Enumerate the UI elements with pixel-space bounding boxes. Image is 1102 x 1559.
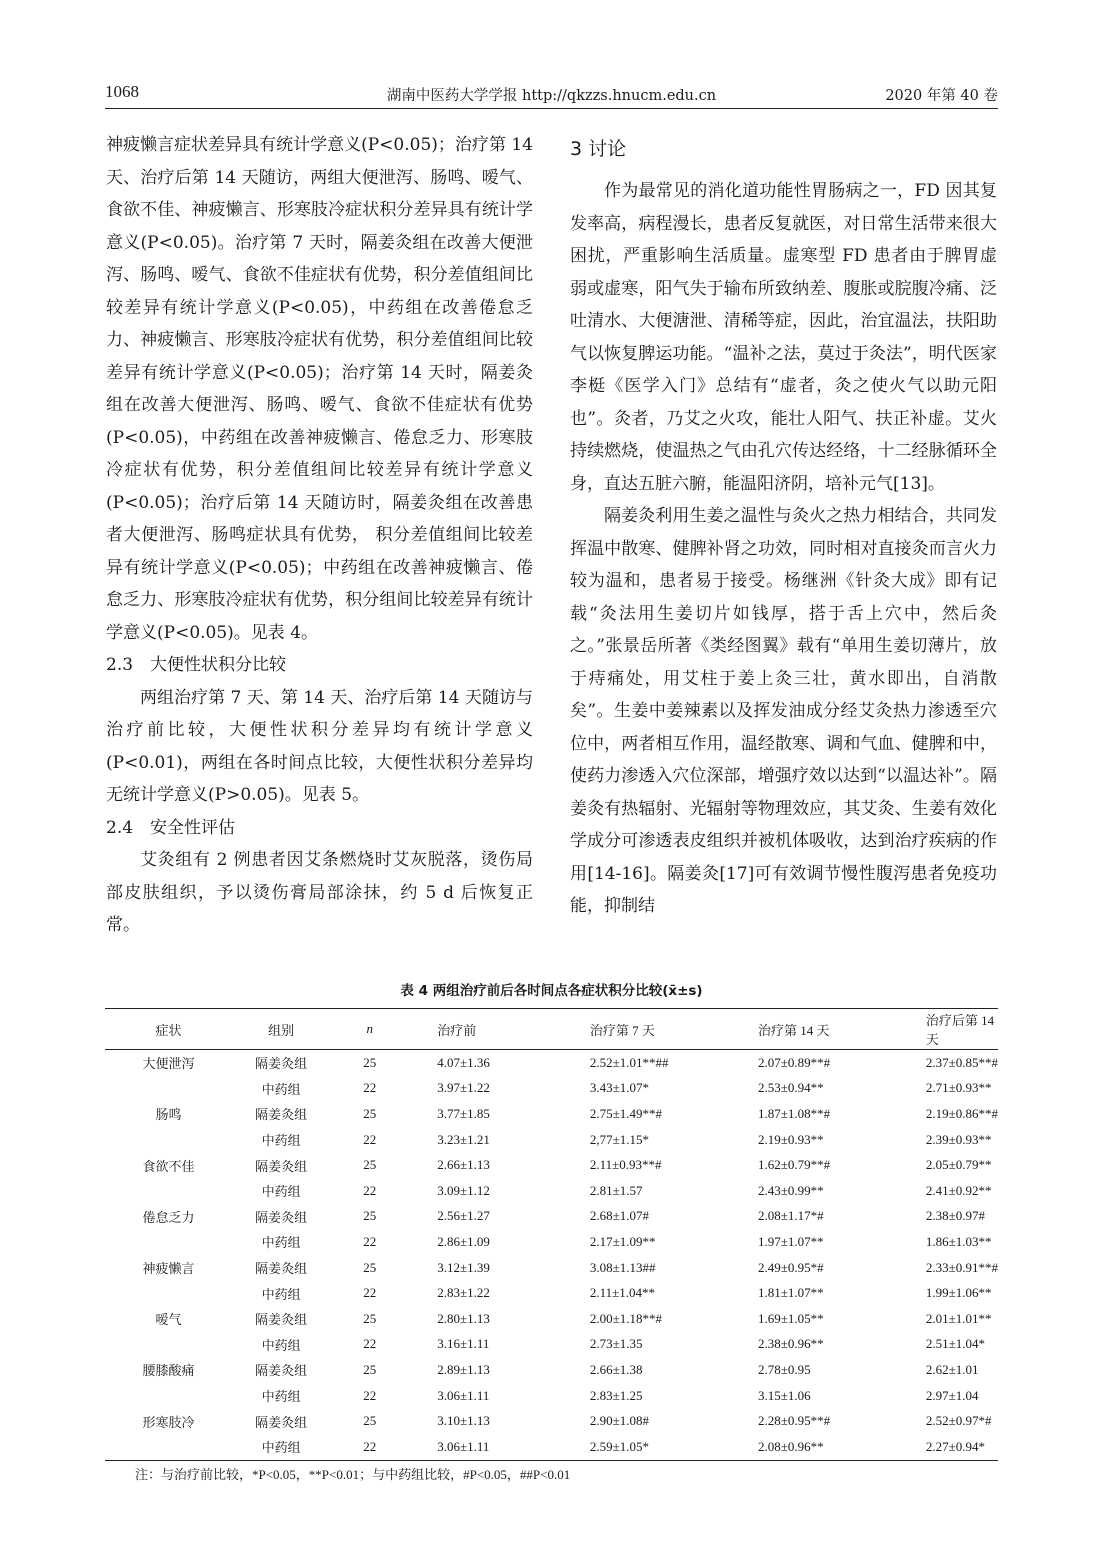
table-cell: 25 [363, 1361, 377, 1377]
table-cell: 2.97±1.04 [925, 1387, 979, 1403]
table-cell: 3.12±1.39 [437, 1259, 490, 1275]
table-cell: 22 [363, 1131, 377, 1147]
table-cell: 25 [363, 1208, 377, 1224]
table-row [105, 1357, 998, 1383]
table-row [105, 1178, 998, 1204]
table-cell: 22 [363, 1233, 377, 1249]
table-cell: 腰膝酸痛 [142, 1363, 195, 1379]
table-cell: 3.43±1.07* [589, 1080, 650, 1096]
table-cell: 2.27±0.94* [901, 1434, 998, 1460]
table-cell: 1.81±1.07** [757, 1285, 824, 1301]
table-cell: 3.08±1.13## [589, 1259, 656, 1275]
table-cell: 2.37±0.85**# [925, 1054, 998, 1070]
table-cell: 中药组 [261, 1184, 301, 1200]
table-cell [105, 1127, 232, 1153]
table-cell: 3.09±1.12 [437, 1182, 490, 1198]
table-cell: 2.38±0.96** [757, 1336, 824, 1352]
table-cell: 隔姜灸组 [255, 1414, 308, 1430]
table-cell: 中药组 [261, 1286, 301, 1302]
table-cell: 2.66±1.13 [437, 1157, 490, 1173]
table-cell: 25 [363, 1310, 377, 1326]
table-cell: 中药组 [261, 1081, 301, 1097]
journal-title: 湖南中医药大学学报 http://qkzzs.hnucm.edu.cn [386, 88, 717, 104]
table-cell: 2.75±1.49**# [589, 1105, 663, 1121]
table-cell: 25 [363, 1105, 377, 1121]
table-cell: 隔姜灸组 [255, 1312, 308, 1328]
table-cell: 2.52±1.01**## [589, 1054, 669, 1070]
table-row [105, 1332, 998, 1358]
table-cell: 2.19±0.93** [757, 1131, 824, 1147]
table-cell: 嗳气 [155, 1312, 182, 1328]
table-cell: 2.62±1.01 [925, 1361, 979, 1377]
table-cell: 22 [363, 1336, 377, 1352]
table-cell: 隔姜灸组 [255, 1209, 308, 1225]
table-cell: 肠鸣 [155, 1107, 182, 1123]
table-cell: 1.69±1.05** [757, 1310, 824, 1326]
table-4 [105, 980, 998, 1461]
section-2-3-title: 2.3 大便性状积分比较 [106, 655, 287, 675]
table-cell: 2.43±0.99** [757, 1182, 824, 1198]
table-cell: 3.97±1.22 [437, 1080, 490, 1096]
table-cell: 隔姜灸组 [255, 1056, 308, 1072]
table-cell: 3.77±1.85 [437, 1105, 490, 1121]
volume-info: 2020 年第 40 卷 [885, 88, 998, 104]
table-cell: 25 [363, 1157, 377, 1173]
table-cell: 1.86±1.03** [925, 1233, 992, 1249]
table-cell: 隔姜灸组 [255, 1363, 308, 1379]
table-cell: 4.07±1.36 [437, 1054, 490, 1070]
table-cell: 倦怠乏力 [142, 1209, 195, 1225]
table-row [105, 1050, 998, 1076]
table-cell: 2.71±0.93** [925, 1080, 992, 1096]
table-cell: 隔姜灸组 [255, 1261, 308, 1277]
table-cell: 2.49±0.95*# [757, 1259, 824, 1275]
table-cell: 2.28±0.95**# [757, 1413, 831, 1429]
table-cell: 25 [363, 1259, 377, 1275]
table-cell [105, 1178, 232, 1204]
header-cell: 治疗第 7 天 [565, 1009, 733, 1050]
table-cell [105, 1229, 232, 1255]
header-cell: 症状 [105, 1009, 232, 1050]
table-cell: 1.97±1.07** [757, 1233, 824, 1249]
table-row [105, 1204, 998, 1230]
table-row [105, 1306, 998, 1332]
table-cell: 2.05±0.79** [925, 1157, 992, 1173]
table-cell: 2.83±1.22 [437, 1285, 490, 1301]
table-cell: 22 [363, 1285, 377, 1301]
table-cell: 22 [330, 1434, 409, 1460]
table-cell: 22 [363, 1080, 377, 1096]
table-cell: 2.41±0.92** [925, 1182, 992, 1198]
table-cell: 3.15±1.06 [757, 1387, 811, 1403]
table-cell: 3.10±1.13 [437, 1413, 490, 1429]
table-cell: 25 [363, 1054, 377, 1070]
section-2-4-text: 艾灸组有 2 例患者因艾条燃烧时艾灰脱落，烫伤局部皮肤组织，予以烫伤膏局部涂抹，约 5 d 后恢复正常。 [106, 850, 533, 935]
table-cell [105, 1332, 232, 1358]
header-cell: 组别 [232, 1009, 330, 1050]
header-cell: 治疗后第 14 天 [901, 1009, 998, 1050]
table-cell: 2.01±1.01** [925, 1310, 992, 1326]
table-cell: 2,77±1.15* [589, 1131, 650, 1147]
section-3-title: 3 讨论 [570, 138, 627, 160]
table-cell [105, 1383, 232, 1409]
table-cell: 2.52±0.97*# [925, 1413, 992, 1429]
table-cell: 22 [363, 1182, 377, 1198]
table-row [105, 1152, 998, 1178]
table-cell: 2.59±1.05* [565, 1434, 733, 1460]
table-row [105, 1101, 998, 1127]
table-cell: 25 [363, 1413, 377, 1429]
header-cell: 治疗前 [409, 1009, 565, 1050]
table-cell: 2.17±1.09** [589, 1233, 656, 1249]
table-cell: 3.23±1.21 [437, 1131, 490, 1147]
table-row [105, 1408, 998, 1434]
table-cell: 2.90±1.08# [589, 1413, 650, 1429]
table-caption: 表 4 两组治疗前后各时间点各症状积分比较(x̄±s) [400, 983, 703, 999]
table-cell: 2.39±0.93** [925, 1131, 992, 1147]
header-cell: 治疗第 14 天 [733, 1009, 901, 1050]
page-header [105, 82, 998, 109]
table-row [105, 1076, 998, 1102]
header-cell: n [330, 1009, 409, 1050]
table-cell: 1.99±1.06** [925, 1285, 992, 1301]
table-cell: 隔姜灸组 [255, 1107, 308, 1123]
table-cell: 2.08±1.17*# [757, 1208, 824, 1224]
section-2-3-text: 两组治疗第 7 天、第 14 天、治疗后第 14 天随访与治疗前比较，大便性状积分差异均有统计学意义(P<0.01)，两组在各时间点比较，大便性状积分差异均无统计学意义(P>0.05)。见表 5。 [106, 687, 533, 805]
table-row [105, 1383, 998, 1409]
table-header-row [105, 1009, 998, 1050]
table-cell: 2.80±1.13 [437, 1310, 490, 1326]
table-cell: 2.19±0.86**# [925, 1105, 998, 1121]
left-column [106, 129, 533, 942]
table-cell: 22 [363, 1387, 377, 1403]
page-number: 1068 [105, 82, 139, 101]
table-row [105, 1434, 998, 1460]
table-cell: 2.11±0.93**# [589, 1157, 662, 1173]
table-cell: 3.06±1.11 [437, 1387, 490, 1403]
table-cell: 1.62±0.79**# [757, 1157, 831, 1173]
table-cell: 中药组 [261, 1235, 301, 1251]
table-cell: 大便泄泻 [142, 1056, 195, 1072]
table-cell: 2.08±0.96** [733, 1434, 901, 1460]
discussion-paragraph-2: 隔姜灸利用生姜之温性与灸火之热力相结合，共同发挥温中散寒、健脾补肾之功效，同时相对直接灸而言火力较为温和，患者易于接受。杨继洲《针灸大成》即有记载“灸法用生姜切片如钱厚，搭于舌上穴中，然后灸之。”张景岳所著《类经图翼》载有“单用生姜切薄片，放于痔痛处，用艾柱于姜上灸三壮，黄水即出，自消散矣”。生姜中姜辣素以及挥发油成分经艾灸热力渗透至穴位中，两者相互作用，温经散寒、调和气血、健脾和中，使药力渗透入穴位深部，增强疗效以达到“以温达补”。隔姜灸有热辐射、光辐射等物理效应，其艾灸、生姜有效化学成分可渗透表皮组织并被机体吸收，达到治疗疾病的作用[14-16]。隔姜灸[17]可有效调节慢性腹泻患者免疫功能，抑制结 [570, 506, 997, 916]
table-cell: 2.66±1.38 [589, 1361, 643, 1377]
table-cell: 2.33±0.91**# [925, 1259, 998, 1275]
table-cell: 2.68±1.07# [589, 1208, 650, 1224]
table-row [105, 1255, 998, 1281]
table-cell: 隔姜灸组 [255, 1158, 308, 1174]
table-cell: 2.78±0.95 [757, 1361, 811, 1377]
right-column [570, 129, 997, 923]
table-cell: 2.86±1.09 [437, 1233, 490, 1249]
table-cell [105, 1434, 232, 1460]
table-row [105, 1280, 998, 1306]
table-cell: 2.51±1.04* [925, 1336, 985, 1352]
table-cell: 中药组 [261, 1389, 301, 1405]
table-cell: 2.38±0.97# [925, 1208, 985, 1224]
table-cell: 形寒肢冷 [142, 1414, 195, 1430]
table-cell: 1.87±1.08**# [757, 1105, 831, 1121]
table-cell: 3.06±1.11 [409, 1434, 565, 1460]
discussion-paragraph-1: 作为最常见的消化道功能性胃肠病之一，FD 因其复发率高，病程漫长，患者反复就医，对日常生活带来很大困扰，严重影响生活质量。虚寒型 FD 患者由于脾胃虚弱或虚寒，阳气失于输布所致纳差、腹胀或脘腹冷痛、泛吐清水、大便溏泄、清稀等症，因此，治宜温法，扶阳助气以恢复脾运功能。“温补之法，莫过于灸法”，明代医家李梃《医学入门》总结有“虚者，灸之使火气以助元阳也”。灸者，乃艾之火攻，能壮人阳气、扶正补虚。艾火持续燃烧，使温热之气由孔穴传达经络，十二经脉循环全身，直达五脏六腑，能温阳济阴，培补元气[13]。 [570, 181, 997, 494]
table-note: 注：与治疗前比较，*P<0.05，**P<0.01；与中药组比较，#P<0.05，##P<0.01 [135, 1467, 571, 1482]
table-cell: 2.89±1.13 [437, 1361, 490, 1377]
table-cell: 2.53±0.94** [757, 1080, 824, 1096]
table-cell: 中药组 [261, 1133, 301, 1149]
table-cell: 中药组 [261, 1337, 301, 1353]
table-cell: 3.16±1.11 [437, 1336, 490, 1352]
table-row [105, 1229, 998, 1255]
table-cell [105, 1076, 232, 1102]
table-cell: 2.11±1.04** [589, 1285, 656, 1301]
table-cell: 中药组 [232, 1434, 330, 1460]
table-row [105, 1127, 998, 1153]
table-cell: 神疲懒言 [142, 1261, 195, 1277]
table-cell: 2.56±1.27 [437, 1208, 490, 1224]
section-2-4-title: 2.4 安全性评估 [106, 817, 236, 838]
table-cell: 2.00±1.18**# [589, 1310, 663, 1326]
results-paragraph: 神疲懒言症状差异具有统计学意义(P<0.05)；治疗第 14 天、治疗后第 14 天随访，两组大便泄泻、肠鸣、嗳气、食欲不佳、神疲懒言、形寒肢冷症状积分差异具有统计学意义(P<0.05)。治疗第 7 天时，隔姜灸组在改善大便泄泻、肠鸣、嗳气、食欲不佳症状有优势，积分差值组间比较差异有统计学意义(P<0.05)，中药组在改善倦怠乏力、神疲懒言、形寒肢冷症状有优势，积分差值组间比较差异有统计学意义(P<0.05)；治疗第 14 天时，隔姜灸组在改善大便泄泻、肠鸣、嗳气、食欲不佳症状有优势(P<0.05)，中药组在改善神疲懒言、倦怠乏力、形寒肢冷症状有优势，积分差值组间比较差异有统计学意义(P<0.05)；治疗后第 14 天随访时，隔姜灸组在改善患者大便泄泻、肠鸣症状具有优势， 积分差值组间比较差异有统计学意义(P<0.05)；中药组在改善神疲懒言、倦怠乏力、形寒肢冷症状有优势，积分组间比较差异有统计学意义(P<0.05)。见表 4。 [106, 135, 533, 643]
table-cell: 2.83±1.25 [589, 1387, 643, 1403]
table-cell [105, 1280, 232, 1306]
score-table [105, 1008, 998, 1461]
table-cell: 2.07±0.89**# [757, 1054, 831, 1070]
table-cell: 2.73±1.35 [589, 1336, 643, 1352]
table-cell: 2.81±1.57 [589, 1182, 643, 1198]
table-cell: 食欲不佳 [142, 1158, 195, 1174]
